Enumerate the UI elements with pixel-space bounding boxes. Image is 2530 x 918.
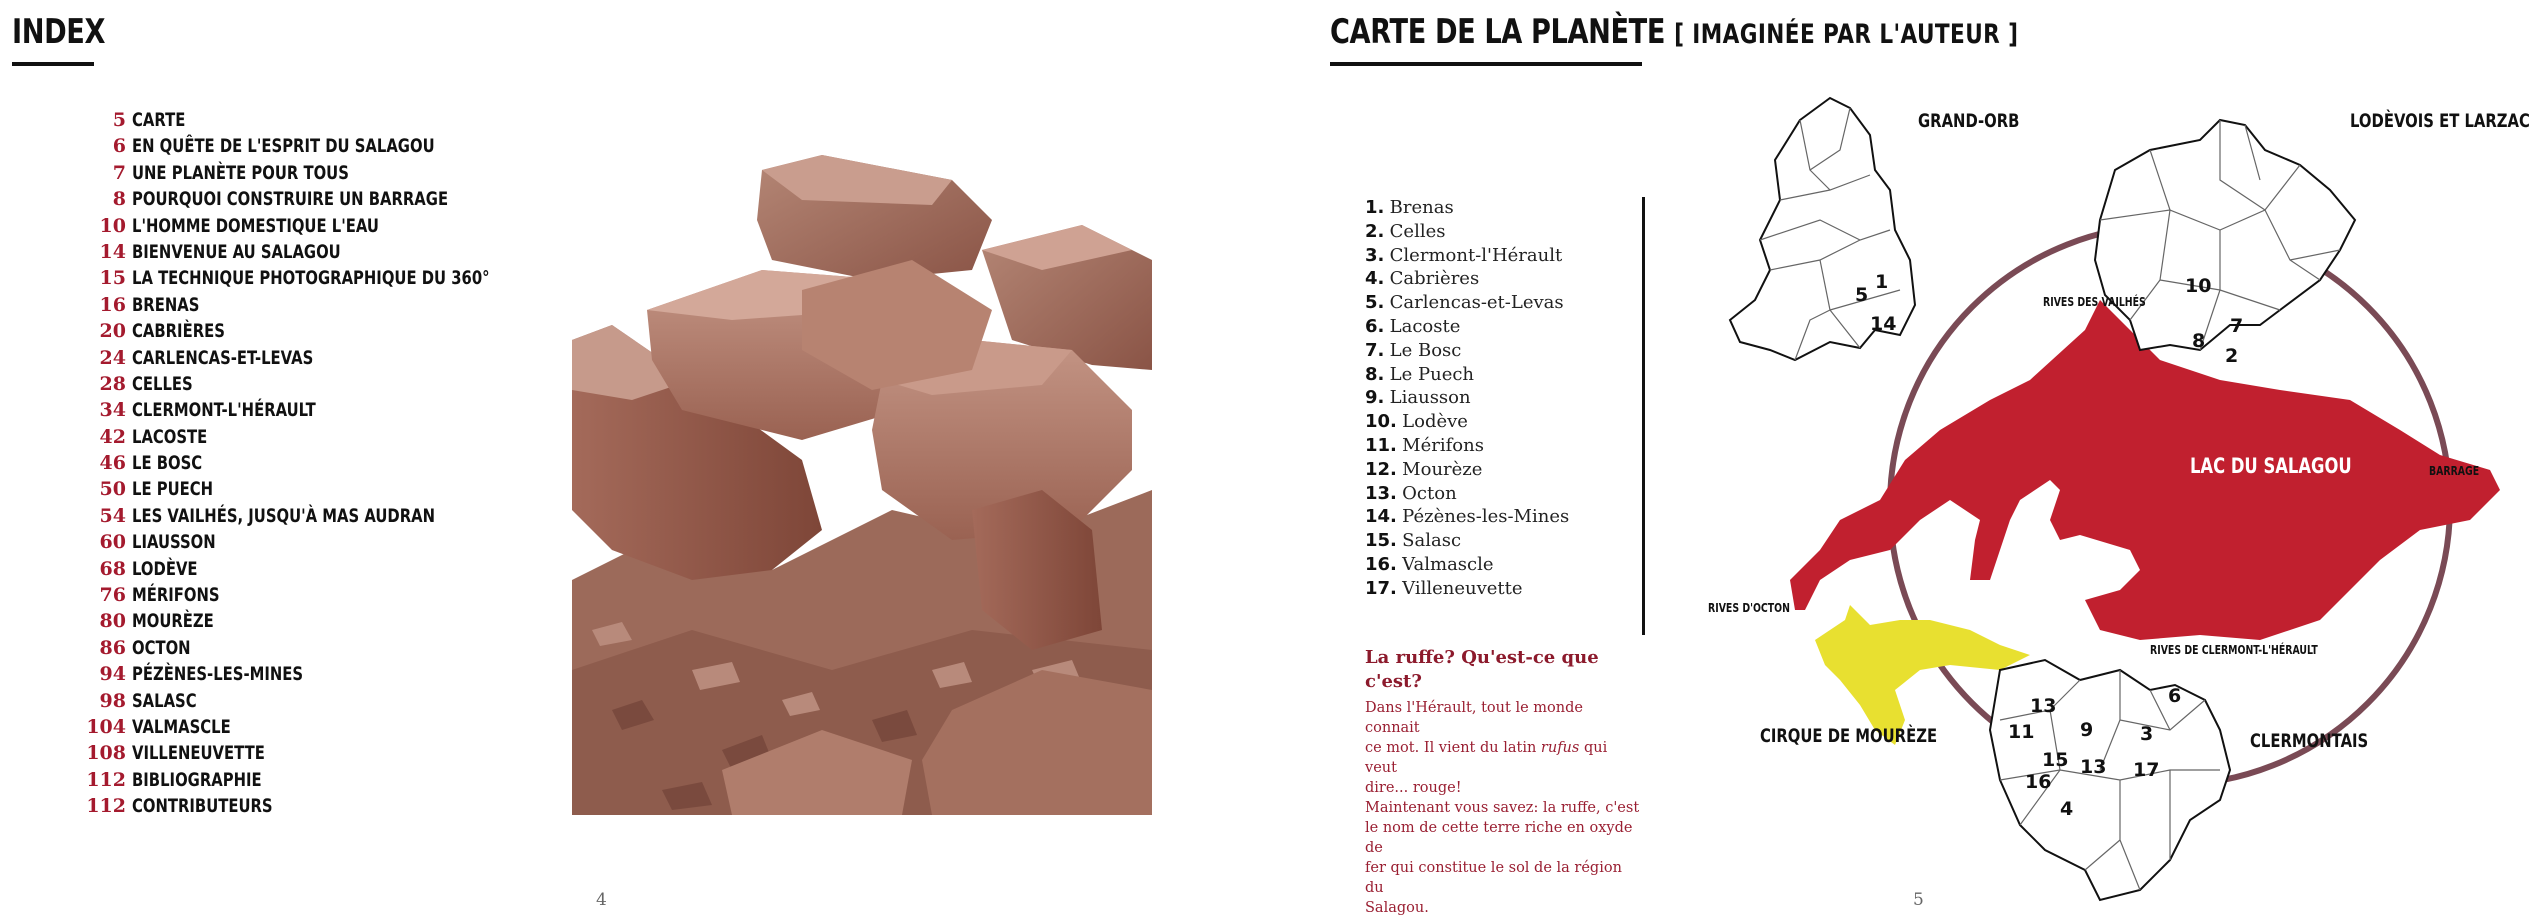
index-entry-label: CARTE (132, 109, 186, 131)
index-entry-page: 5 (112, 109, 126, 131)
commune-number: 5. (1365, 292, 1385, 314)
index-entry-page: 46 (99, 452, 126, 475)
commune-map-number: 7 (2230, 315, 2244, 337)
ruffe-title: La ruffe? Qu'est-ce que c'est? (1365, 647, 1599, 692)
commune-number: 9. (1365, 387, 1385, 409)
commune-name: Mourèze (1402, 458, 1483, 480)
ruffe-text (1365, 698, 1640, 918)
commune-item (1365, 458, 1665, 482)
index-entry-page: 14 (99, 240, 126, 263)
index-entry (80, 239, 560, 265)
index-entry-label: EN QUÊTE DE L'ESPRIT DU SALAGOU (132, 135, 435, 158)
right-page (1250, 0, 2530, 916)
commune-number: 3. (1365, 244, 1385, 266)
index-entry-page: 60 (99, 531, 126, 554)
index-entry-label: LODÈVE (132, 557, 198, 580)
ruffe-line (1365, 738, 1640, 778)
commune-number: 16. (1365, 553, 1397, 575)
region-label-lodevois: LODÈVOIS ET LARZAC (2350, 110, 2530, 132)
index-entry-label: VILLENEUVETTE (132, 742, 265, 765)
ruffe-line: Dans l'Hérault, tout le monde connait (1365, 700, 1583, 736)
commune-map-number: 5 (1855, 284, 1869, 306)
commune-name: Brenas (1389, 197, 1454, 218)
commune-number: 2. (1365, 220, 1385, 242)
index-entry-label: VALMASCLE (132, 715, 231, 738)
index-entry (80, 133, 560, 159)
ruffe-line: le nom de cette terre riche en oxyde de (1365, 820, 1633, 856)
commune-name: Le Bosc (1389, 339, 1462, 361)
map-title-underline (1330, 62, 1642, 66)
index-entry (80, 529, 560, 555)
commune-map-number: 3 (2140, 723, 2154, 745)
index-entry-label: CARLENCAS-ET-LEVAS (132, 346, 314, 369)
index-entry (80, 424, 560, 450)
commune-item (1365, 482, 1665, 506)
ruffe-line: Salagou. (1365, 900, 1429, 916)
index-entry (80, 688, 560, 714)
index-entry-label: SALASC (132, 689, 197, 712)
map-title (1330, 12, 2018, 52)
commune-map-number: 9 (2080, 719, 2094, 741)
index-entry (80, 740, 560, 766)
index-entry (80, 608, 560, 634)
page-number-right: 5 (1913, 890, 1924, 910)
commune-map-number: 15 (2042, 749, 2069, 771)
index-entry-page: 98 (99, 689, 126, 712)
index-entry-page: 8 (112, 188, 126, 211)
place-label-barrage: BARRAGE (2429, 464, 2480, 478)
commune-item (1365, 220, 1665, 244)
index-entry-label: LIAUSSON (132, 531, 216, 554)
index-entry-label: L'HOMME DOMESTIQUE L'EAU (132, 214, 379, 237)
commune-number: 8. (1365, 363, 1385, 385)
commune-map-number: 6 (2168, 685, 2182, 707)
ruffe-line-part: qui veut (1365, 740, 1608, 776)
commune-item (1365, 434, 1665, 458)
index-entry-page: 50 (99, 478, 126, 501)
commune-number: 11. (1365, 434, 1397, 456)
commune-map-number: 4 (2060, 798, 2074, 820)
rock-illustration (572, 110, 1152, 815)
index-entry (80, 556, 560, 582)
commune-item (1365, 529, 1665, 553)
commune-item (1365, 339, 1665, 363)
commune-map-number: 10 (2185, 275, 2212, 297)
index-entry (80, 107, 560, 133)
ruffe-line: dire... rouge! (1365, 780, 1462, 796)
commune-name: Clermont-l'Hérault (1389, 244, 1563, 266)
index-entry (80, 503, 560, 529)
index-entry (80, 265, 560, 291)
left-page (0, 0, 1250, 915)
index-entry (80, 345, 560, 371)
ruffe-line: Maintenant vous savez: la ruffe, c'est (1365, 800, 1640, 816)
index-entry-label: POURQUOI CONSTRUIRE UN BARRAGE (132, 188, 449, 211)
index-entry-page: 68 (99, 557, 126, 580)
commune-map-number: 2 (2225, 345, 2239, 367)
communes-list (1365, 196, 1665, 601)
commune-name: Celles (1389, 220, 1446, 242)
index-entry (80, 714, 560, 740)
commune-name: Liausson (1389, 387, 1471, 409)
index-entry-page: 76 (99, 584, 126, 607)
index-entry-label: OCTON (132, 636, 191, 659)
commune-item (1365, 410, 1665, 434)
commune-number: 13. (1365, 482, 1397, 504)
lodevois-larzac-map (2095, 120, 2355, 350)
index-entry-label: PÉZÈNES-LES-MINES (132, 663, 304, 686)
index-entry (80, 292, 560, 318)
index-entry (80, 371, 560, 397)
map-title-sub: [ IMAGINÉE PAR L'AUTEUR ] (1674, 19, 2019, 50)
commune-name: Le Puech (1389, 363, 1475, 385)
commune-number: 10. (1365, 411, 1397, 433)
commune-name: Lodève (1402, 411, 1468, 433)
index-entry-label: LACOSTE (132, 425, 208, 448)
commune-map-number: 8 (2192, 330, 2206, 352)
index-entry-page: 20 (99, 320, 126, 343)
index-entry (80, 186, 560, 212)
commune-map-number: 11 (2008, 721, 2035, 743)
index-title: INDEX (12, 12, 106, 52)
commune-number: 6. (1365, 315, 1385, 337)
index-entry-page: 104 (86, 715, 126, 738)
index-entry (80, 213, 560, 239)
index-entry-label: BIBLIOGRAPHIE (132, 768, 262, 791)
index-entry (80, 476, 560, 502)
commune-item (1365, 291, 1665, 315)
index-entry-label: LES VAILHÉS, JUSQU'À MAS AUDRAN (132, 504, 435, 527)
index-entry (80, 397, 560, 423)
communes-divider (1642, 197, 1645, 635)
commune-name: Valmascle (1402, 553, 1494, 575)
commune-name: Villeneuvette (1402, 577, 1523, 599)
commune-name: Pézènes-les-Mines (1402, 506, 1570, 528)
index-entry-page: 80 (99, 610, 126, 633)
commune-item (1365, 505, 1665, 529)
index-entry-page: 34 (99, 399, 126, 422)
index-entry-label: UNE PLANÈTE POUR TOUS (132, 161, 349, 184)
ruffe-note (1365, 646, 1640, 918)
commune-item (1365, 577, 1665, 601)
planet-map (1700, 80, 2530, 910)
commune-name: Carlencas-et-Levas (1389, 292, 1564, 314)
commune-number: 14. (1365, 506, 1397, 528)
commune-item (1365, 267, 1665, 291)
commune-number: 15. (1365, 530, 1397, 552)
commune-item (1365, 244, 1665, 268)
commune-name: Mérifons (1402, 434, 1484, 456)
index-entry (80, 582, 560, 608)
index-entry-label: LE BOSC (132, 452, 203, 475)
commune-map-number: 13 (2080, 756, 2107, 778)
commune-name: Cabrières (1389, 268, 1480, 290)
index-entry (80, 793, 560, 819)
lac-du-salagou-shape (1790, 300, 2500, 640)
commune-map-number: 1 (1875, 271, 1889, 293)
commune-item (1365, 196, 1665, 220)
commune-item (1365, 315, 1665, 339)
index-entry (80, 635, 560, 661)
commune-item (1365, 386, 1665, 410)
index-entry-page: 54 (99, 504, 126, 527)
commune-map-number: 17 (2133, 759, 2160, 781)
index-entry-page: 6 (112, 135, 126, 158)
title-underline (12, 62, 94, 66)
commune-number: 7. (1365, 339, 1385, 361)
index-entry-label: CABRIÈRES (132, 320, 225, 343)
map-title-main: CARTE DE LA PLANÈTE (1330, 12, 1666, 52)
index-entry-page: 16 (99, 293, 126, 316)
index-entry (80, 661, 560, 687)
index-entry-page: 94 (99, 663, 126, 686)
region-label-grand-orb: GRAND-ORB (1918, 110, 2020, 132)
index-entry (80, 160, 560, 186)
index-entry-page: 28 (99, 372, 126, 395)
place-label-octon: RIVES D'OCTON (1708, 601, 1790, 615)
index-entry-page: 15 (99, 267, 126, 290)
index-entry (80, 450, 560, 476)
ruffe-line-part: ce mot. Il vient du latin (1365, 740, 1541, 756)
commune-map-number: 14 (1870, 313, 1897, 335)
commune-name: Salasc (1402, 530, 1462, 552)
index-entry-page: 112 (86, 768, 126, 791)
commune-item (1365, 553, 1665, 577)
index-entry-label: LE PUECH (132, 478, 214, 501)
lake-label: LAC DU SALAGOU (2190, 454, 2352, 478)
commune-number: 12. (1365, 458, 1397, 480)
index-entry-page: 86 (99, 636, 126, 659)
index-entry (80, 318, 560, 344)
place-label-clermont: RIVES DE CLERMONT-L'HÉRAULT (2150, 643, 2318, 657)
commune-name: Lacoste (1389, 315, 1461, 337)
region-label-clermontais: CLERMONTAIS (2250, 730, 2369, 752)
index-entry-page: 24 (99, 346, 126, 369)
commune-name: Octon (1402, 482, 1457, 504)
commune-number: 17. (1365, 577, 1397, 599)
index-entry-page: 112 (86, 795, 126, 818)
index-entry-page: 7 (112, 161, 126, 184)
rock-photo (572, 110, 1152, 815)
index-entry-label: BIENVENUE AU SALAGOU (132, 240, 341, 263)
index-entry-page: 10 (99, 214, 126, 237)
ruffe-latin-word: rufus (1540, 740, 1580, 756)
commune-number: 1. (1365, 197, 1385, 218)
place-label-vailhes: RIVES DES VAILHÉS (2043, 295, 2146, 309)
index-entry-page: 42 (99, 425, 126, 448)
index-entry (80, 767, 560, 793)
index-entry-label: MOURÈZE (132, 610, 214, 633)
index-entry-label: CLERMONT-L'HÉRAULT (132, 399, 316, 422)
commune-map-number: 13 (2030, 695, 2057, 717)
commune-item (1365, 363, 1665, 387)
index-entry-label: CONTRIBUTEURS (132, 795, 273, 818)
page-number-left: 4 (596, 890, 607, 910)
index-entry-label: LA TECHNIQUE PHOTOGRAPHIQUE DU 360° (132, 267, 490, 290)
index-list (80, 107, 560, 820)
index-entry-label: CELLES (132, 372, 193, 395)
ruffe-line: fer qui constitue le sol de la région du (1365, 860, 1622, 896)
index-entry-page: 108 (86, 742, 126, 765)
index-entry-label: BRENAS (132, 293, 200, 316)
commune-number: 4. (1365, 268, 1385, 290)
map-graphic (1700, 80, 2500, 910)
region-label-cirque: CIRQUE DE MOURÈZE (1760, 725, 1938, 747)
index-entry-label: MÉRIFONS (132, 584, 220, 607)
commune-map-number: 16 (2025, 771, 2052, 793)
